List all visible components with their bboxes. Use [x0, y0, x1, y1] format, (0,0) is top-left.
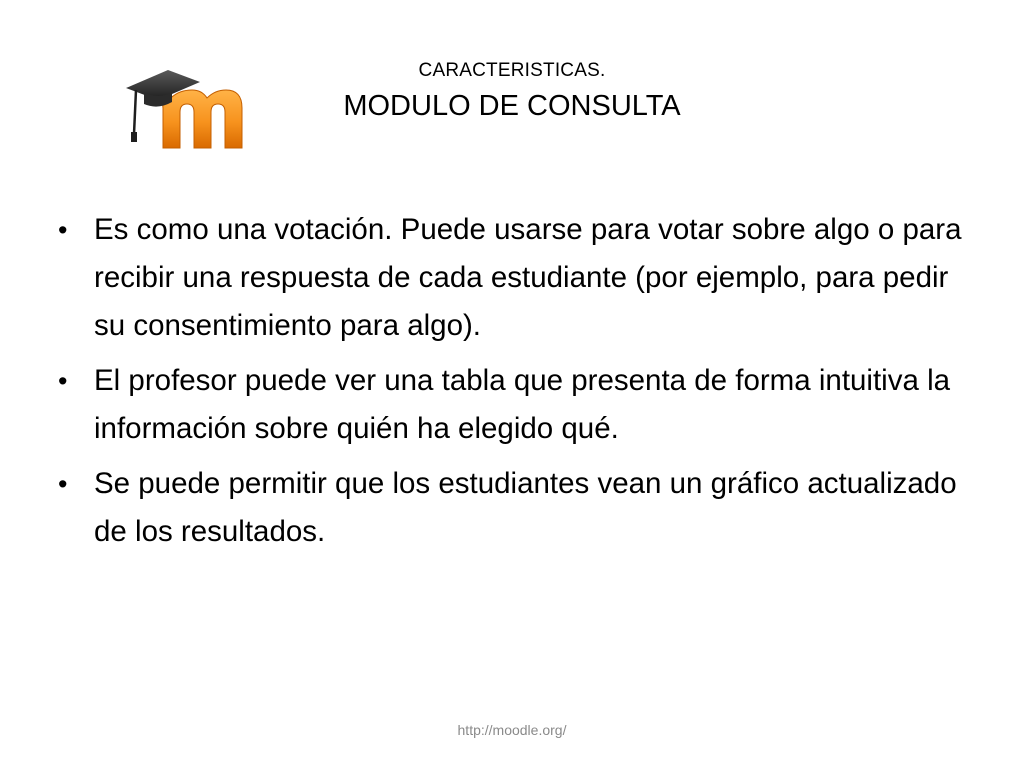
bullet-text: El profesor puede ver una tabla que presenta de forma intuitiva la información sobre quién ha elegido qué. — [94, 364, 951, 445]
bullet-item — [54, 460, 974, 556]
footer-url: http://moodle.org/ — [457, 722, 567, 738]
bullet-icon: • — [58, 469, 68, 499]
title-heading: MODULO DE CONSULTA — [343, 90, 681, 122]
bullet-item — [54, 206, 974, 350]
bullet-item — [54, 357, 974, 453]
title-subheading: CARACTERISTICAS. — [418, 60, 606, 81]
bullet-text: Se puede permitir que los estudiantes vean un gráfico actualizado de los resultados. — [94, 467, 957, 548]
slide-title — [230, 58, 794, 124]
bullet-text: Es como una votación. Puede usarse para votar sobre algo o para recibir una respuesta de cada estudiante (por ejemplo, para pedir su consentimiento para algo). — [94, 213, 962, 342]
bullet-icon: • — [58, 366, 68, 396]
bullet-list — [54, 206, 974, 563]
bullet-icon: • — [58, 215, 68, 245]
